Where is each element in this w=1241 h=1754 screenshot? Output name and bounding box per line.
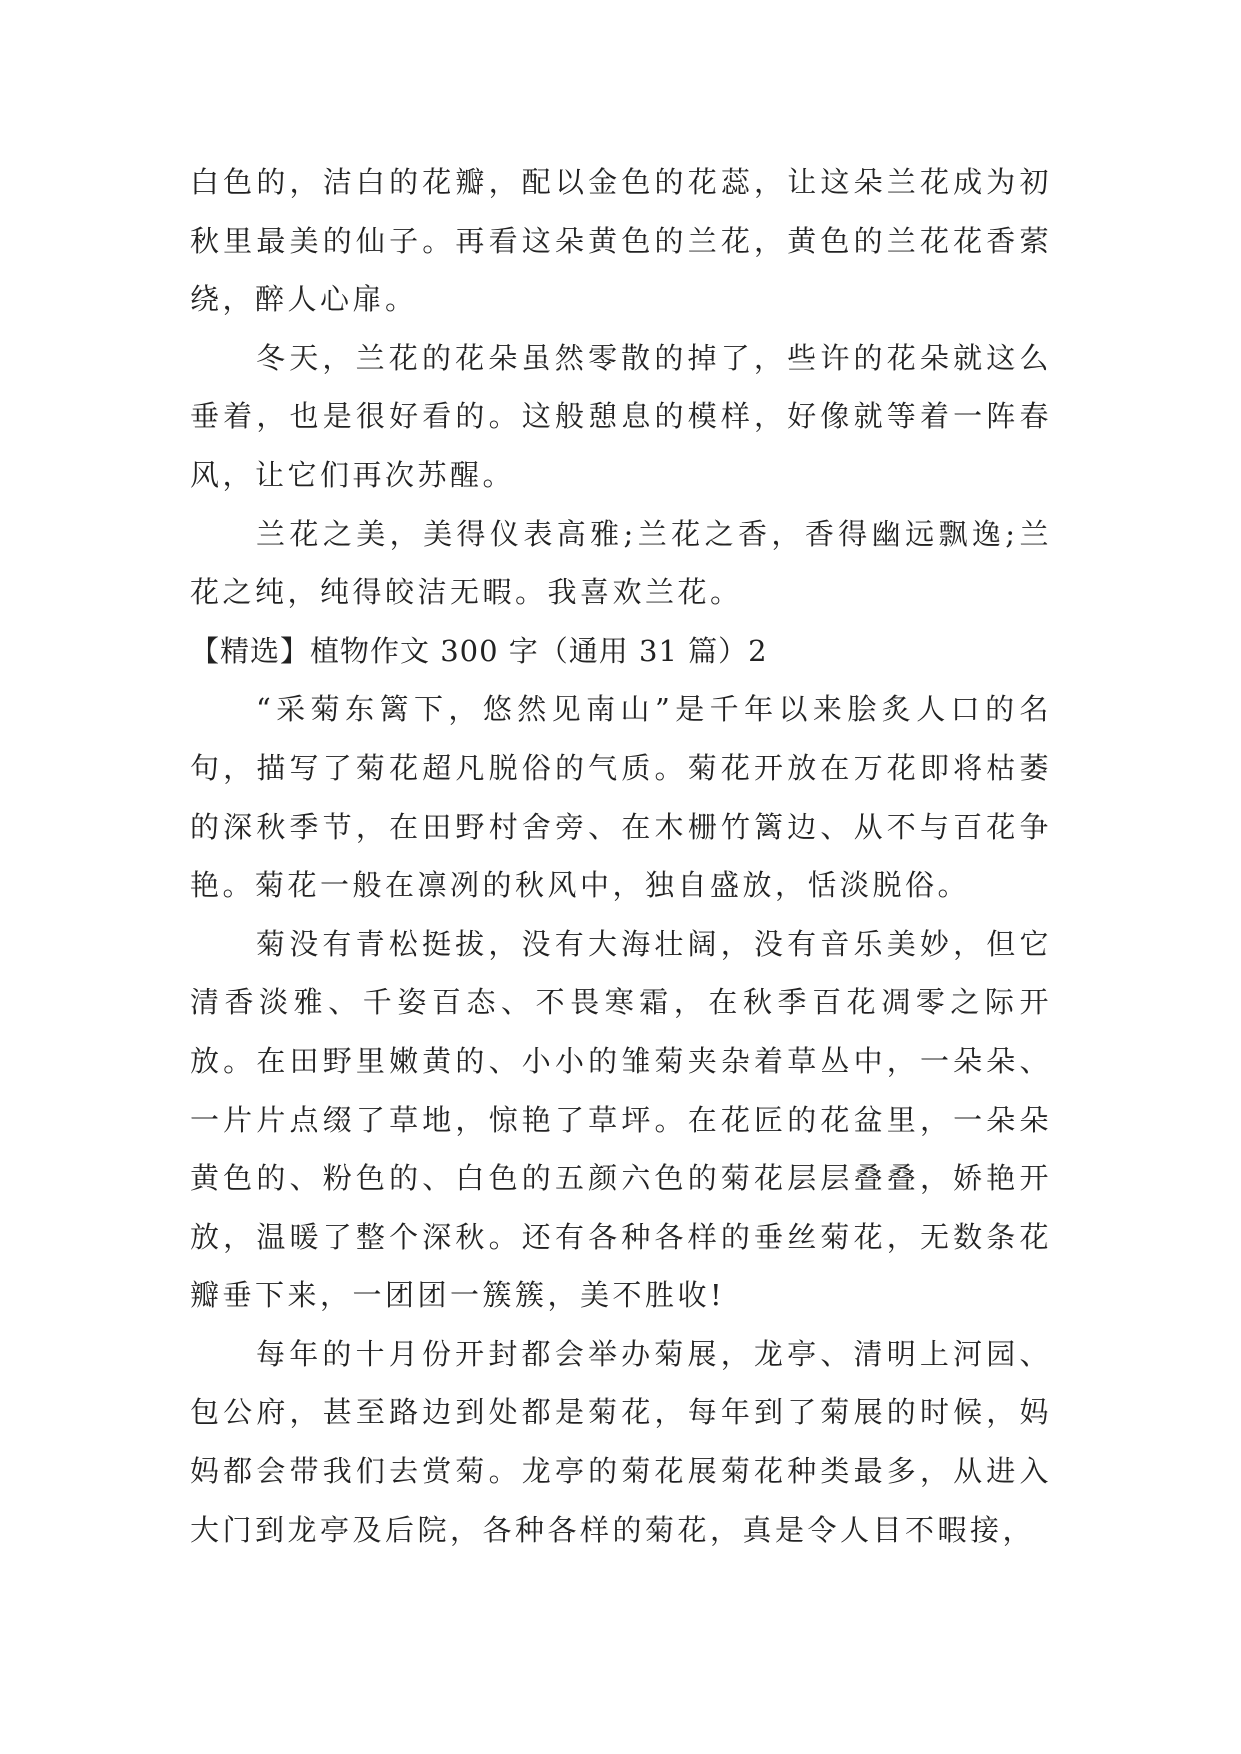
- paragraph-chrysanthemum-exhibition: 每年的十月份开封都会举办菊展，龙亭、清明上河园、包公府，甚至路边到处都是菊花，每年到了菊展的时候，妈妈都会带我们去赏菊。龙亭的菊花展菊花种类最多，从进入大门到龙亭及后院，各种各样的菊花，真是令人目不暇接，: [190, 1336, 1052, 1547]
- paragraph-chrysanthemum-intro: “采菊东篱下，悠然见南山”是千年以来脍炙人口的名句，描写了菊花超凡脱俗的气质。菊花开放在万花即将枯萎的深秋季节，在田野村舍旁、在木栅竹篱边、从不与百花争艳。菊花一般在凛冽的秋风中，独自盛放，恬淡脱俗。: [190, 692, 1052, 903]
- paragraph-chrysanthemum-description: 菊没有青松挺拔，没有大海壮阔，没有音乐美妙，但它清香淡雅、千姿百态、不畏寒霜，在秋季百花凋零之际开放。在田野里嫩黄的、小小的雏菊夹杂着草丛中，一朵朵、一片片点缀了草地，惊艳了草坪。在花匠的花盆里，一朵朵黄色的、粉色的、白色的五颜六色的菊花层层叠叠，娇艳开放，温暖了整个深秋。还有各种各样的垂丝菊花，无数条花瓣垂下来，一团团一簇簇，美不胜收!: [190, 926, 1052, 1313]
- paragraph-orchid-winter: 冬天，兰花的花朵虽然零散的掉了，些许的花朵就这么垂着，也是很好看的。这般憩息的模样，好像就等着一阵春风，让它们再次苏醒。: [190, 340, 1052, 492]
- section-heading: 【精选】植物作文 300 字（通用 31 篇）2: [190, 633, 768, 668]
- paragraph-orchid-summary: 兰花之美，美得仪表高雅;兰花之香，香得幽远飘逸;兰花之纯，纯得皎洁无暇。我喜欢兰花。: [190, 516, 1052, 610]
- paragraph-orchid-autumn: 白色的，洁白的花瓣，配以金色的花蕊，让这朵兰花成为初秋里最美的仙子。再看这朵黄色的兰花，黄色的兰花花香萦绕，醉人心扉。: [190, 165, 1052, 317]
- document-body: [190, 153, 1052, 1559]
